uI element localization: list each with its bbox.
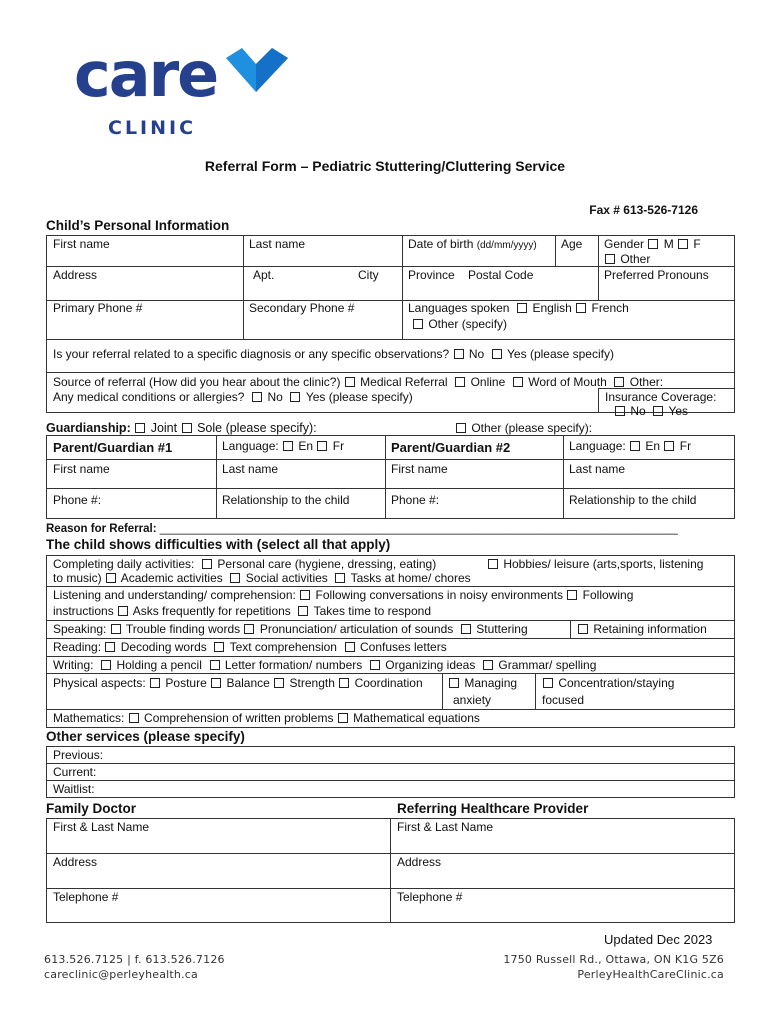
diagnosis-no-checkbox[interactable]: [454, 349, 464, 359]
row-divider: [46, 488, 735, 489]
takes-time-label: Takes time to respond: [313, 604, 431, 618]
hobbies-checkbox[interactable]: [488, 559, 498, 569]
joint-checkbox[interactable]: [135, 423, 145, 433]
doctor-phone-field[interactable]: Telephone #: [53, 890, 119, 904]
trouble-words-label: Trouble finding words: [125, 622, 241, 636]
gender-f-checkbox[interactable]: [678, 239, 688, 249]
row-divider: [46, 780, 735, 781]
col-divider: [216, 435, 217, 519]
medical-no-label: No: [267, 390, 283, 404]
organizing-label: Organizing ideas: [385, 658, 476, 672]
coordination-checkbox[interactable]: [339, 678, 349, 688]
gender-other-label: Other: [620, 252, 651, 266]
pg2-en-label: En: [645, 439, 661, 453]
medical-referral-checkbox[interactable]: [345, 377, 355, 387]
row-divider: [46, 300, 735, 301]
language-other-label: Other (specify): [428, 317, 508, 331]
pg2-en-checkbox[interactable]: [630, 441, 640, 451]
balance-checkbox[interactable]: [211, 678, 221, 688]
col-divider: [563, 435, 564, 519]
row-divider: [46, 656, 735, 657]
decoding-checkbox[interactable]: [105, 642, 115, 652]
row-divider: [46, 709, 735, 710]
gender-other-checkbox[interactable]: [605, 254, 615, 264]
logo-subtitle: CLINIC: [108, 117, 197, 139]
math-label: Mathematics:: [53, 711, 125, 725]
takes-time-checkbox[interactable]: [298, 606, 308, 616]
pg1-last-name-field[interactable]: Last name: [222, 462, 279, 476]
child-province-field[interactable]: Province: [408, 268, 455, 282]
online-label: Online: [470, 375, 506, 389]
pg1-fr-checkbox[interactable]: [317, 441, 327, 451]
asks-rep-label: Asks frequently for repetitions: [132, 604, 291, 618]
strength-label: Strength: [289, 676, 335, 690]
math-eq-label: Mathematical equations: [353, 711, 480, 725]
col-divider: [243, 235, 244, 339]
confuses-label: Confuses letters: [359, 640, 447, 654]
confuses-checkbox[interactable]: [345, 642, 355, 652]
row-divider: [46, 372, 735, 373]
physical-row: [53, 676, 423, 691]
guardianship-label: Guardianship:: [46, 421, 131, 435]
following-conv-label: Following conversations in noisy environments: [315, 588, 563, 602]
math-row: [53, 711, 480, 726]
pg2-language-label: Language:: [569, 439, 626, 453]
gender-group: [604, 237, 701, 252]
physical-label: Physical aspects:: [53, 676, 146, 690]
dob-format: (dd/mm/yyyy): [476, 240, 537, 251]
guardianship-other-checkbox[interactable]: [456, 423, 466, 433]
source-other-label: Other:: [629, 375, 664, 389]
pg1-en-checkbox[interactable]: [283, 441, 293, 451]
hobbies-label: Hobbies/ leisure (arts,sports, listening: [503, 557, 704, 571]
child-apt-field[interactable]: Apt.: [253, 268, 275, 282]
previous-services-field[interactable]: Previous:: [53, 748, 104, 762]
following-label: Following: [582, 588, 634, 602]
asks-rep-checkbox[interactable]: [118, 606, 128, 616]
balance-label: Balance: [226, 676, 270, 690]
speaking-label: Speaking:: [53, 622, 107, 636]
footer-website[interactable]: PerleyHealthCareClinic.ca: [577, 968, 724, 981]
text-comp-label: Text comprehension: [229, 640, 337, 654]
child-address-field[interactable]: Address: [53, 268, 98, 282]
writing-label: Writing:: [53, 658, 94, 672]
personal-care-checkbox[interactable]: [202, 559, 212, 569]
pg2-phone-field[interactable]: Phone #:: [391, 493, 440, 507]
to-music-label: to music): [53, 571, 102, 585]
child-age-field[interactable]: Age: [561, 237, 583, 251]
retaining-label: Retaining information: [593, 622, 707, 636]
updated-date: Updated Dec 2023: [604, 932, 713, 947]
pg1-language: [222, 439, 344, 454]
pencil-checkbox[interactable]: [101, 660, 111, 670]
concentration-checkbox[interactable]: [543, 678, 553, 688]
decoding-label: Decoding words: [120, 640, 207, 654]
pronunciation-label: Pronunciation/ articulation of sounds: [259, 622, 454, 636]
daily-label: Completing daily activities:: [53, 557, 195, 571]
sole-checkbox[interactable]: [182, 423, 192, 433]
diagnosis-no-label: No: [468, 347, 485, 361]
child-pronouns-field[interactable]: Preferred Pronouns: [604, 268, 709, 282]
math-eq-checkbox[interactable]: [338, 713, 348, 723]
retaining-option: [577, 622, 707, 637]
tasks-home-label: Tasks at home/ chores: [350, 571, 471, 585]
medical-yes-checkbox[interactable]: [290, 392, 300, 402]
academic-checkbox[interactable]: [106, 573, 116, 583]
section-other-services: Other services (please specify): [46, 729, 245, 744]
medical-label: Any medical conditions or allergies?: [53, 390, 245, 404]
child-dob-field[interactable]: [408, 237, 537, 253]
english-label: English: [532, 301, 572, 315]
pg1-relationship-field[interactable]: Relationship to the child: [222, 493, 350, 507]
pg2-first-name-field[interactable]: First name: [391, 462, 448, 476]
footer-email[interactable]: careclinic@perleyhealth.ca: [44, 968, 198, 981]
pencil-label: Holding a pencil: [116, 658, 202, 672]
joint-label: Joint: [150, 421, 178, 435]
diagnosis-question: [53, 347, 614, 362]
referrer-phone-field[interactable]: Telephone #: [397, 890, 463, 904]
pg1-fr-label: Fr: [332, 439, 345, 453]
referrer-address-field[interactable]: Address: [397, 855, 442, 869]
personal-care-label: Personal care (hygiene, dressing, eating): [217, 557, 437, 571]
word-of-mouth-checkbox[interactable]: [513, 377, 523, 387]
grammar-checkbox[interactable]: [483, 660, 493, 670]
child-primary-phone-field[interactable]: Primary Phone #: [53, 301, 143, 315]
pg1-first-name-field[interactable]: First name: [53, 462, 110, 476]
concentration-label: Concentration/staying: [558, 676, 675, 690]
speaking-row: [53, 622, 528, 637]
sole-label: Sole (please specify):: [197, 421, 317, 435]
child-last-name-field[interactable]: Last name: [249, 237, 306, 251]
row-divider: [46, 620, 735, 621]
languages-group: [408, 301, 629, 316]
col-divider: [598, 235, 599, 301]
insurance-options: [614, 404, 688, 419]
academic-label: Academic activities: [120, 571, 223, 585]
trouble-words-checkbox[interactable]: [111, 624, 121, 634]
languages-label: Languages spoken: [408, 301, 510, 315]
row-divider: [46, 459, 735, 460]
language-other-option: [412, 317, 507, 332]
stuttering-label: Stuttering: [476, 622, 528, 636]
medical-no-checkbox[interactable]: [252, 392, 262, 402]
french-label: French: [591, 301, 629, 315]
section-difficulties: The child shows difficulties with (select all that apply): [46, 537, 391, 552]
concentration-option: [542, 676, 674, 691]
insurance-yes-label: Yes: [668, 404, 689, 418]
tasks-home-checkbox[interactable]: [335, 573, 345, 583]
stuttering-checkbox[interactable]: [461, 624, 471, 634]
guardianship-other: [455, 421, 592, 436]
language-other-checkbox[interactable]: [413, 319, 423, 329]
comp-written-label: Comprehension of written problems: [144, 711, 334, 725]
reading-label: Reading:: [53, 640, 102, 654]
child-city-field[interactable]: City: [358, 268, 379, 282]
diagnosis-label: Is your referral related to a specific diagnosis or any specific observations?: [53, 347, 450, 361]
focused-label: focused: [542, 693, 585, 707]
source-question: [53, 375, 663, 390]
retaining-checkbox[interactable]: [578, 624, 588, 634]
footer-address: 1750 Russell Rd., Ottawa, ON K1G 5Z6: [503, 953, 724, 966]
insurance-label: Insurance Coverage:: [605, 390, 717, 404]
pg2-language: [569, 439, 691, 454]
pg2-fr-label: Fr: [679, 439, 692, 453]
col-divider: [570, 620, 571, 638]
posture-checkbox[interactable]: [150, 678, 160, 688]
reading-row: [53, 640, 447, 655]
strength-checkbox[interactable]: [274, 678, 284, 688]
anxiety-label: anxiety: [453, 693, 492, 707]
dob-label: Date of birth: [408, 237, 474, 251]
guardianship-row: [46, 421, 317, 436]
posture-label: Posture: [165, 676, 207, 690]
reason-label: Reason for Referral:: [46, 523, 157, 535]
medical-referral-label: Medical Referral: [360, 375, 448, 389]
pg1-phone-field[interactable]: Phone #:: [53, 493, 102, 507]
col-divider: [442, 673, 443, 709]
col-divider: [402, 235, 403, 339]
french-checkbox[interactable]: [576, 303, 586, 313]
doctor-name-field[interactable]: First & Last Name: [53, 820, 150, 834]
reason-row: [46, 522, 678, 537]
medical-yes-label: Yes (please specify): [305, 390, 413, 404]
instructions-label: instructions: [53, 604, 114, 618]
pg2-last-name-field[interactable]: Last name: [569, 462, 626, 476]
parent-guardian-2-heading: Parent/Guardian #2: [391, 440, 511, 455]
col-divider: [385, 435, 386, 519]
pg1-language-label: Language:: [222, 439, 279, 453]
text-comp-checkbox[interactable]: [214, 642, 224, 652]
english-checkbox[interactable]: [517, 303, 527, 313]
following-instructions-checkbox[interactable]: [567, 590, 577, 600]
insurance-no-label: No: [630, 404, 646, 418]
hobbies-option: [487, 557, 703, 572]
letter-form-label: Letter formation/ numbers: [224, 658, 363, 672]
managing-label: Managing: [464, 676, 518, 690]
row-divider: [46, 638, 735, 639]
comp-written-checkbox[interactable]: [129, 713, 139, 723]
pg2-fr-checkbox[interactable]: [664, 441, 674, 451]
col-divider: [390, 818, 391, 923]
child-postal-field[interactable]: Postal Code: [468, 268, 534, 282]
child-secondary-phone-field[interactable]: Secondary Phone #: [249, 301, 355, 315]
section-family-doctor: Family Doctor: [46, 801, 137, 816]
gender-m-checkbox[interactable]: [648, 239, 658, 249]
word-of-mouth-label: Word of Mouth: [528, 375, 607, 389]
gender-f-label: F: [693, 237, 701, 251]
row-divider: [46, 673, 735, 674]
daily-activities-row: [53, 557, 436, 572]
listening-row: [53, 588, 633, 603]
source-label: Source of referral (How did you hear about the clinic?): [53, 375, 341, 389]
source-other-checkbox[interactable]: [614, 377, 624, 387]
pronunciation-checkbox[interactable]: [244, 624, 254, 634]
insurance-no-checkbox[interactable]: [615, 406, 625, 416]
writing-row: [53, 658, 596, 673]
listening-label: Listening and understanding/ comprehension:: [53, 588, 296, 602]
grammar-label: Grammar/ spelling: [498, 658, 597, 672]
current-services-field[interactable]: Current:: [53, 765, 97, 779]
col-divider: [555, 235, 556, 267]
footer-phones: 613.526.7125 | f. 613.526.7126: [44, 953, 225, 966]
reason-input-line[interactable]: _________________________________________________________________________________: [159, 523, 678, 535]
gender-other-option: [604, 252, 650, 267]
guardianship-other-label: Other (please specify):: [471, 421, 593, 435]
child-first-name-field[interactable]: First name: [53, 237, 110, 251]
section-referring-provider: Referring Healthcare Provider: [397, 801, 589, 816]
row-divider: [46, 586, 735, 587]
managing-anxiety-checkbox[interactable]: [449, 678, 459, 688]
waitlist-services-field[interactable]: Waitlist:: [53, 782, 95, 796]
social-checkbox[interactable]: [230, 573, 240, 583]
organizing-checkbox[interactable]: [370, 660, 380, 670]
social-label: Social activities: [245, 571, 328, 585]
medical-question: [53, 390, 413, 405]
pg2-relationship-field[interactable]: Relationship to the child: [569, 493, 697, 507]
other-services-table: [46, 746, 735, 798]
section-child-info: Child’s Personal Information: [46, 218, 230, 233]
insurance-yes-checkbox[interactable]: [653, 406, 663, 416]
row-divider: [46, 763, 735, 764]
pg1-en-label: En: [298, 439, 314, 453]
logo-wordmark: care: [74, 38, 218, 111]
parent-guardian-1-heading: Parent/Guardian #1: [53, 440, 173, 455]
managing-option: [448, 676, 517, 691]
heart-icon: [222, 46, 290, 94]
fax-number: Fax # 613-526-7126: [589, 203, 698, 217]
referrer-name-field[interactable]: First & Last Name: [397, 820, 494, 834]
diagnosis-yes-checkbox[interactable]: [492, 349, 502, 359]
gender-m-label: M: [663, 237, 674, 251]
following-conv-checkbox[interactable]: [300, 590, 310, 600]
row-divider: [46, 339, 735, 340]
coordination-label: Coordination: [354, 676, 423, 690]
listening-row-2: [53, 604, 431, 619]
gender-label: Gender: [604, 237, 645, 251]
online-checkbox[interactable]: [455, 377, 465, 387]
form-title: Referral Form – Pediatric Stuttering/Cluttering Service: [204, 158, 566, 174]
diagnosis-yes-label: Yes (please specify): [507, 347, 614, 361]
daily-activities-row-2: [53, 571, 471, 586]
doctor-address-field[interactable]: Address: [53, 855, 98, 869]
col-divider: [535, 673, 536, 709]
letter-form-checkbox[interactable]: [210, 660, 220, 670]
